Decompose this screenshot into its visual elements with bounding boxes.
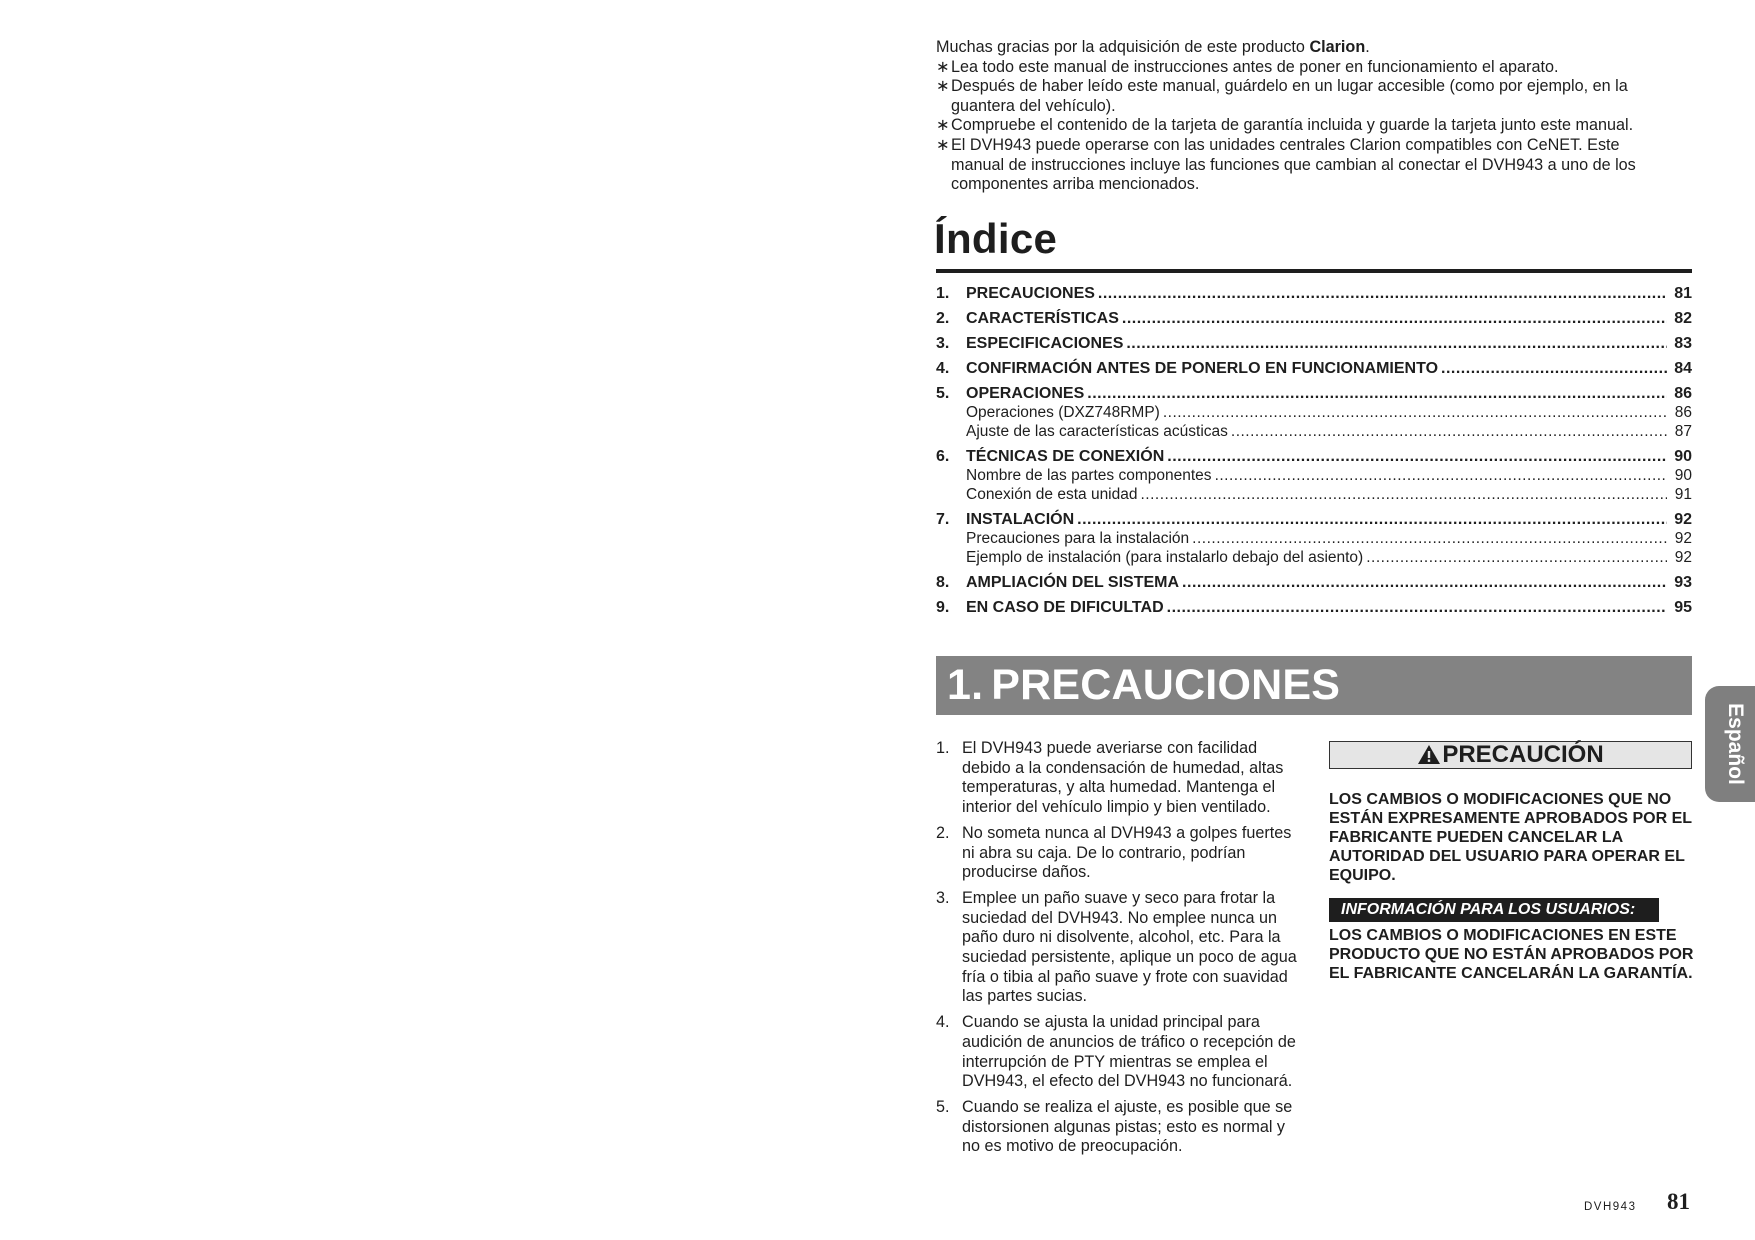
bullet-symbol: ∗: [936, 77, 950, 96]
toc-sub-label: Ejemplo de instalación (para instalarlo debajo del asiento): [966, 549, 1364, 566]
toc-entry: [936, 598, 1692, 617]
intro-block: [936, 38, 1676, 195]
footer-model: DVH943: [1584, 1201, 1637, 1213]
toc-label: OPERACIONES: [966, 385, 1085, 402]
table-of-contents: [936, 284, 1692, 617]
toc-sub-label: Conexión de esta unidad: [966, 486, 1138, 503]
toc-sub-label: Nombre de las partes componentes: [966, 467, 1212, 484]
toc-leader: [1163, 403, 1667, 422]
toc-subentry: [936, 529, 1692, 548]
intro-thanks: Muchas gracias por la adquisición de este producto Clarion.: [936, 38, 1370, 56]
list-item-number: 4.: [936, 1013, 950, 1032]
toc-label: CONFIRMACIÓN ANTES DE PONERLO EN FUNCIONAMIENTO: [966, 360, 1439, 377]
toc-label: AMPLIACIÓN DEL SISTEMA: [966, 574, 1180, 591]
list-item-text: El DVH943 puede averiarse con facilidad debido a la condensación de humedad, altas temperaturas, y alta humedad. Mantenga el interior del vehículo limpio y bien ventilado.: [962, 739, 1284, 817]
section-banner: [936, 656, 1692, 715]
bullet-symbol: ∗: [936, 135, 950, 154]
toc-page: 95: [1674, 599, 1692, 616]
toc-entry: [936, 447, 1692, 466]
bullet-text: Lea todo este manual de instrucciones antes de poner en funcionamiento el aparato.: [951, 57, 1559, 76]
list-item: [936, 739, 1300, 818]
index-divider: [936, 269, 1692, 273]
bullet-text: Compruebe el contenido de la tarjeta de garantía incluida y guarde la tarjeta junto este manual.: [951, 116, 1634, 135]
bullet-text: Después de haber leído este manual, guárdelo en un lugar accesible (como por ejemplo, en la guantera del vehículo).: [951, 77, 1628, 115]
toc-page: 82: [1674, 310, 1692, 327]
toc-entry: [936, 384, 1692, 403]
caution-heading: [1329, 741, 1692, 769]
toc-leader: [1215, 466, 1667, 485]
section-title: PRECAUCIONES: [991, 661, 1341, 709]
toc-label: TÉCNICAS DE CONEXIÓN: [966, 448, 1165, 465]
toc-label: CARACTERÍSTICAS: [966, 310, 1119, 327]
list-item-text: Cuando se ajusta la unidad principal para audición de anuncios de tráfico o recepción de interrupción de PTY mientras se emplea el DVH943, el efecto del DVH943 no funcionará.: [962, 1013, 1296, 1091]
toc-page: 87: [1674, 423, 1692, 440]
toc-subentry: [936, 466, 1692, 485]
intro-bullet: [936, 116, 1676, 136]
toc-page: 83: [1674, 335, 1692, 352]
toc-entry: [936, 510, 1692, 529]
page-number: 81: [1667, 1189, 1690, 1214]
intro-bullet: [936, 58, 1676, 78]
list-item-number: 2.: [936, 823, 950, 842]
toc-subentry: [936, 485, 1692, 504]
toc-sub-label: Ajuste de las características acústicas: [966, 423, 1228, 440]
toc-leader: [1182, 573, 1667, 592]
list-item-text: Emplee un paño suave y seco para frotar la suciedad del DVH943. No emplee nunca un paño duro ni disolvente, alcohol, etc. Para la suciedad persistente, aplique un poco de agua fría o tibia al paño suave y frote con suavidad las partes sucias.: [962, 888, 1297, 1006]
toc-label: EN CASO DE DIFICULTAD: [966, 599, 1164, 616]
list-item-text: No someta nunca al DVH943 a golpes fuertes ni abra su caja. De lo contrario, podrían producirse daños.: [962, 823, 1292, 882]
intro-bullet: [936, 136, 1676, 195]
list-item: [936, 1013, 1300, 1092]
toc-subentry: [936, 403, 1692, 422]
toc-leader: [1098, 284, 1667, 303]
toc-number: 5.: [936, 385, 950, 402]
toc-sub-label: Precauciones para la instalación: [966, 530, 1190, 547]
toc-entry: [936, 359, 1692, 378]
precautions-list: [936, 739, 1300, 1163]
toc-entry: [936, 309, 1692, 328]
toc-entry: [936, 573, 1692, 592]
toc-page: 90: [1674, 467, 1692, 484]
toc-leader: [1441, 359, 1667, 378]
info-text: LOS CAMBIOS O MODIFICACIONES EN ESTE PRODUCTO QUE NO ESTÁN APROBADOS POR EL FABRICANTE CANCELARÁN LA GARANTÍA.: [1329, 927, 1694, 982]
toc-number: 7.: [936, 511, 950, 528]
toc-page: 86: [1674, 385, 1692, 402]
toc-leader: [1126, 334, 1667, 353]
toc-number: 4.: [936, 360, 950, 377]
toc-page: 84: [1674, 360, 1692, 377]
toc-entry: [936, 334, 1692, 353]
list-item-number: 1.: [936, 739, 950, 757]
caution-text: LOS CAMBIOS O MODIFICACIONES QUE NO ESTÁN EXPRESAMENTE APROBADOS POR EL FABRICANTE PUEDEN CANCELAR LA AUTORIDAD DEL USUARIO PARA OPERAR EL EQUIPO.: [1329, 791, 1692, 884]
toc-leader: [1192, 529, 1667, 548]
bullet-symbol: ∗: [936, 57, 950, 76]
toc-leader: [1366, 548, 1667, 567]
toc-page: 90: [1674, 448, 1692, 465]
list-item-number: 5.: [936, 1097, 950, 1116]
toc-page: 86: [1674, 404, 1692, 421]
brand-name: Clarion: [1309, 38, 1366, 56]
toc-label: ESPECIFICACIONES: [966, 335, 1124, 352]
toc-leader: [1167, 598, 1667, 617]
language-tab-label: Español: [1724, 703, 1747, 785]
toc-page: 92: [1674, 549, 1692, 566]
intro-bullets: [936, 58, 1676, 195]
list-item: [936, 824, 1300, 883]
toc-page: 92: [1674, 511, 1692, 528]
toc-sub-label: Operaciones (DXZ748RMP): [966, 404, 1160, 421]
toc-leader: [1077, 510, 1667, 529]
bullet-symbol: ∗: [936, 116, 950, 135]
section-number: 1.: [947, 661, 984, 709]
language-tab: [1705, 686, 1755, 802]
toc-page: 81: [1674, 285, 1692, 302]
caution-title: PRECAUCIÓN: [1442, 741, 1604, 768]
toc-subentry: [936, 422, 1692, 441]
list-item: [936, 889, 1300, 1007]
toc-entry: [936, 284, 1692, 303]
toc-leader: [1167, 447, 1667, 466]
toc-number: 9.: [936, 599, 950, 616]
toc-page: 92: [1674, 530, 1692, 547]
toc-label: PRECAUCIONES: [966, 285, 1095, 302]
toc-page: 93: [1674, 574, 1692, 591]
bullet-text: El DVH943 puede operarse con las unidades centrales Clarion compatibles con CeNET. Este manual de instrucciones incluye las funciones que cambian al conectar el DVH943 a uno de los componentes arriba mencionados.: [951, 135, 1636, 194]
list-item: [936, 1098, 1300, 1157]
toc-leader: [1141, 485, 1668, 504]
toc-leader: [1122, 309, 1667, 328]
info-label: INFORMACIÓN PARA LOS USUARIOS:: [1329, 898, 1659, 922]
toc-leader: [1231, 422, 1667, 441]
warning-triangle-icon: [1417, 744, 1441, 765]
toc-page: 91: [1674, 486, 1692, 503]
toc-number: 2.: [936, 310, 950, 327]
toc-number: 1.: [936, 285, 950, 302]
list-item-number: 3.: [936, 888, 950, 907]
toc-number: 3.: [936, 335, 950, 352]
list-item-text: Cuando se realiza el ajuste, es posible que se distorsionen algunas pistas; esto es normal y no es motivo de preocupación.: [962, 1097, 1293, 1156]
index-title: Índice: [934, 215, 1058, 262]
toc-subentry: [936, 548, 1692, 567]
toc-label: INSTALACIÓN: [966, 511, 1075, 528]
toc-number: 6.: [936, 448, 950, 465]
toc-number: 8.: [936, 574, 950, 591]
intro-bullet: [936, 77, 1676, 116]
toc-leader: [1087, 384, 1667, 403]
